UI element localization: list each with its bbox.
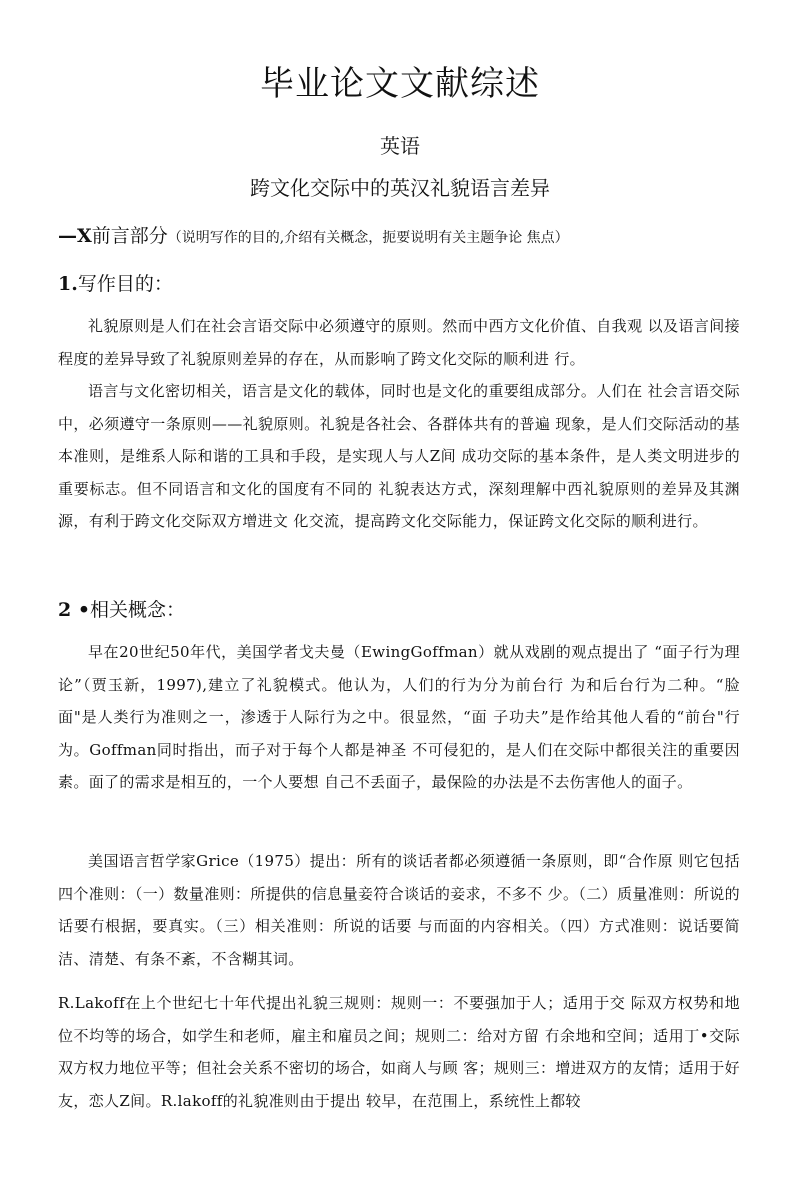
preface-lead: —X: [58, 225, 92, 247]
section-title: 相关概念：: [89, 599, 185, 621]
paragraph-purpose-2: 语言与文化密切相关，语言是文化的载体，同时也是文化的重要组成部分。人们在 社会言语交际中，必须遵守一条原则——礼貌原则。礼貌是各社会、各群体共有的普遍 现象，是人们交际活动的基本准则，是维系人际和谐的工具和手段，是实现人与人Z间 成功交际的基本条件，是人类文明进步的重要标志。但不同语言和文化的国度有不同的 礼貌表达方式，深刻理解中西礼貌原则的差异及其渊源，有利于跨文化交际双方增进文 化交流，提高跨文化交际能力，保证跨文化交际的顺利进行。: [58, 382, 740, 531]
preface-label: 前言部分: [91, 225, 168, 247]
subject-line: 英语: [380, 134, 420, 158]
paragraph-concepts-grice: 美国语言哲学家Grice（1975）提出：所有的谈话者都必须遵循一条原则，即“合作原 则它包括四个准则：（一）数量准则：所提供的信息量妾符合谈话的妾求，不多不 少。（二）质量准则：所说的话要冇根据，要真实。（三）相关准则：所说的话要 与而面的内容相关。（四）方式准则：说话要简洁、清楚、有条不紊，不含糊其词。: [58, 852, 740, 968]
paragraph-purpose-1: 礼貌原则是人们在社会言语交际中必须遵守的原则。然而中西方文化价值、自我观 以及语言间接程度的差异导致了礼貌原则差异的存在，从而影响了跨文化交际的顺利进 行。: [58, 317, 740, 368]
document-title: 毕业论文文献综述: [260, 64, 540, 104]
section-heading-concepts: [58, 596, 185, 624]
topic-line: 跨文化交际中的英汉礼貌语言差异: [250, 176, 550, 200]
section-heading-purpose: [58, 270, 173, 298]
section-number: 2 •: [58, 599, 90, 621]
paragraph-concepts-lakoff: R.Lakoff在上个世纪七十年代提出礼貌三规则：规则一：不要强加于人；适用于交 际双方权势和地位不均等的场合，如学生和老师，雇主和雇员之间；规则二：给对方留 冇余地和空间；适用丁•交际双方权力地位平等；但社会关系不密切的场合，如商人与顾 客；规则三：增进双方的友情；适用于好友，恋人Z间。R.lakoff的礼貌准则由于提出 较早，在范围上，系统性上都较: [58, 994, 740, 1110]
section-number: 1.: [58, 273, 78, 295]
preface-heading: [58, 222, 778, 252]
preface-note: （说明写作的目的,介绍有关概念，扼要说明有关主题争论 焦点）: [167, 230, 569, 246]
paragraph-concepts-goffman: 早在20世纪50年代，美国学者戈夫曼（EwingGoffman）就从戏剧的观点提出了 “面子行为理论”（贾玉新，1997),建立了礼貌模式。他认为，人们的行为分为前台行 为和后台行为二种。“脸面"是人类行为准则之一，渗透于人际行为之中。很显然，“面 子功夫”是作给其他人看的“前台"行为。Goffman同时指出，而子对于每个人都是神圣 不可侵犯的，是人们在交际中都很关注的重要因素。面了的需求是相互的，一个人要想 自己不丢面子，最保险的办法是不去伤害他人的面子。: [58, 643, 740, 792]
section-title: 写作目的：: [77, 273, 173, 295]
